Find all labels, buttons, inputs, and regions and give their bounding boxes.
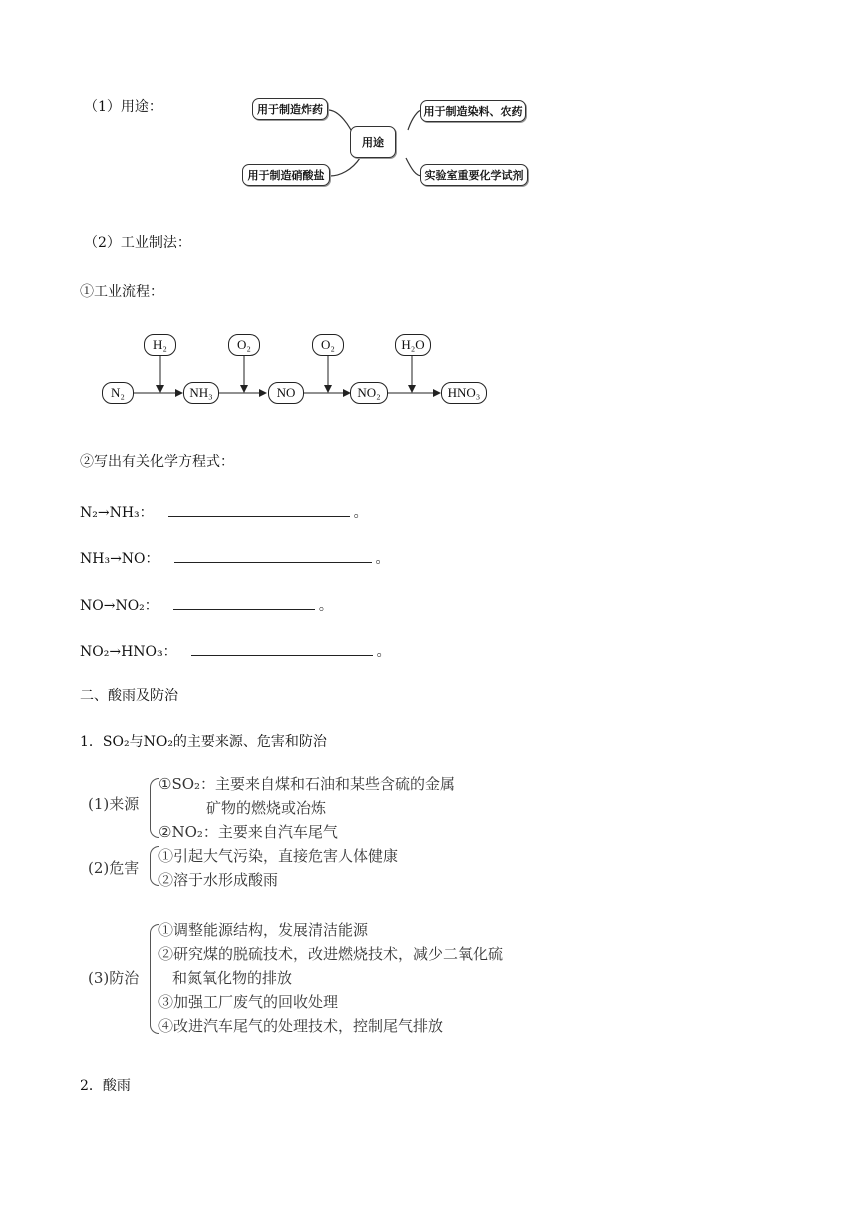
equation-row — [80, 502, 368, 522]
equation-row — [80, 548, 390, 568]
equation-end: 。 — [318, 598, 333, 614]
prevent-label: (3)防治 — [88, 969, 140, 987]
flow-node-no2: NO₂ — [350, 382, 388, 404]
source-line: ②NO₂：主要来自汽车尾气 — [158, 823, 338, 841]
prevent-line: ①调整能源结构，发展清洁能源 — [158, 921, 369, 939]
flow-reagent-o2: O₂ — [312, 334, 344, 356]
prevent-line: 和氮氧化物的排放 — [172, 969, 293, 987]
flow-node-n2: N₂ — [102, 382, 134, 404]
equation-end: 。 — [376, 644, 391, 660]
subsection-heading: 2．酸雨 — [80, 1078, 131, 1094]
equation-label: ②写出有关化学方程式： — [80, 454, 234, 470]
equation-lhs: NO₂→HNO₃： — [80, 644, 177, 660]
equation-end: 。 — [375, 551, 390, 567]
flow-label: ①工业流程： — [80, 284, 164, 300]
harm-line: ①引起大气污染，直接危害人体健康 — [158, 847, 399, 865]
mindmap-item-dyes: 用于制造染料、农药 — [420, 100, 526, 122]
equation-lhs: NH₃→NO： — [80, 551, 160, 567]
answer-blank[interactable] — [174, 548, 372, 563]
harm-line: ②溶于水形成酸雨 — [158, 871, 279, 889]
answer-blank[interactable] — [191, 641, 373, 656]
mindmap-item-reagent: 实验室重要化学试剂 — [420, 164, 528, 186]
equation-row — [80, 595, 333, 615]
industrial-label: （2）工业制法： — [84, 235, 191, 251]
flow-node-nh3: NH₃ — [183, 382, 219, 404]
flow-node-hno3: HNO₃ — [441, 382, 487, 404]
flow-reagent-h2o: H₂O — [395, 334, 431, 356]
source-line: 矿物的燃烧或冶炼 — [206, 799, 327, 817]
answer-blank[interactable] — [173, 595, 315, 610]
prevent-line: ③加强工厂废气的回收处理 — [158, 993, 339, 1011]
equation-lhs: NO→NO₂： — [80, 598, 159, 614]
flow-node-no: NO — [268, 382, 304, 404]
mindmap-item-explosives: 用于制造炸药 — [252, 98, 328, 120]
uses-label: （1）用途： — [84, 99, 163, 115]
flow-reagent-o2: O₂ — [228, 334, 260, 356]
prevent-line: ④改进汽车尾气的处理技术，控制尾气排放 — [158, 1017, 444, 1035]
harm-label: (2)危害 — [88, 859, 140, 877]
equation-lhs: N₂→NH₃： — [80, 505, 154, 521]
answer-blank[interactable] — [168, 502, 350, 517]
source-label: (1)来源 — [88, 795, 140, 813]
flow-reagent-h2: H₂ — [144, 334, 176, 356]
equation-end: 。 — [353, 505, 368, 521]
section-heading: 二、酸雨及防治 — [80, 688, 178, 704]
mindmap-item-nitrates: 用于制造硝酸盐 — [242, 164, 330, 186]
mindmap-center: 用途 — [350, 126, 396, 158]
source-line: ①SO₂：主要来自煤和石油和某些含硫的金属 — [158, 775, 456, 793]
prevent-line: ②研究煤的脱硫技术，改进燃烧技术，减少二氧化硫 — [158, 945, 504, 963]
equation-row — [80, 641, 391, 661]
subsection-heading: 1．SO₂与NO₂的主要来源、危害和防治 — [80, 734, 327, 750]
